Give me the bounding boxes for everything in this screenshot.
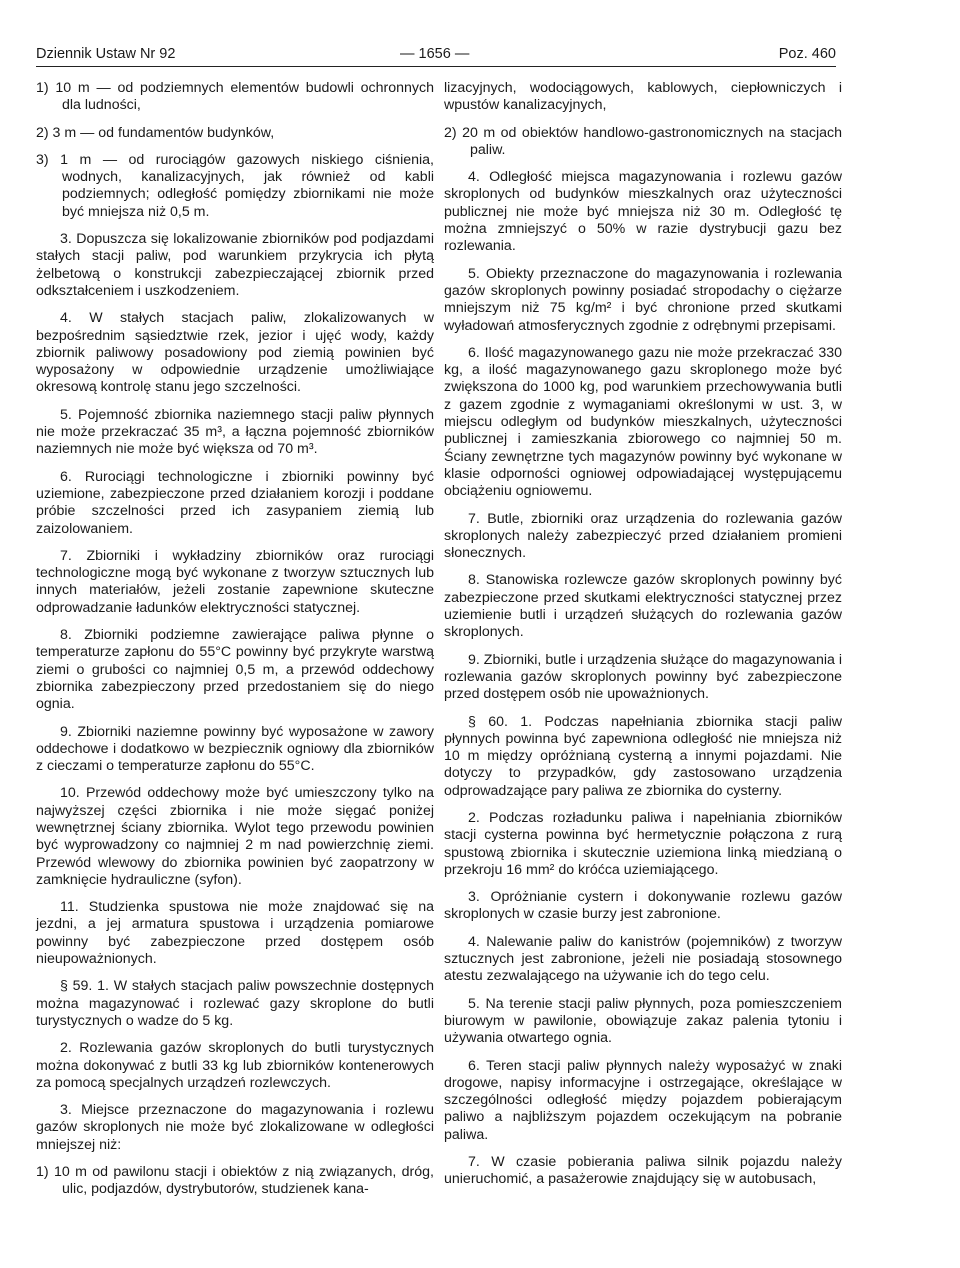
list-item: 1) 10 m od pawilonu stacji i obiektów z nią związanych, dróg, ulic, podjazdów, dystrybutorów, studzienek kana- bbox=[36, 1164, 434, 1198]
paragraph: 10. Przewód oddechowy może być umieszczony tylko na najwyższej części zbiornika i nie może sięgać poniżej wewnętrznej ściany zbiornika. Wylot tego przewodu powinien być wyprowadzony co najmniej 2 m nad powierzchnię ziemi. Przewód wlewowy do zbiornika powinien być zaopatrzony w zamknięcie hydrauliczne (syfon). bbox=[36, 785, 434, 888]
position-number: Poz. 460 bbox=[778, 46, 836, 62]
paragraph: 8. Stanowiska rozlewcze gazów skroplonych powinny być zabezpieczone przed skutkami elektryczności statycznej przez uziemienie butli i urządzeń służących do rozlewania gazów skroplonych. bbox=[444, 572, 842, 641]
paragraph: 4. Nalewanie paliw do kanistrów (pojemników) z tworzyw sztucznych jest zabronione, jeżeli nie posiadają stosownego atestu zezwalającego na używanie ich do tego celu. bbox=[444, 933, 842, 985]
paragraph: 4. Odległość miejsca magazynowania i rozlewu gazów skroplonych od budynków mieszkalnych oraz użyteczności publicznej nie może być mniejsza niż 30 m. Odległość tę można zmniejszyć o 50% w razie dystrybucji gazu bez rozlewania. bbox=[444, 169, 842, 255]
left-column bbox=[36, 80, 434, 1209]
page-header bbox=[36, 44, 836, 67]
list-item: 2) 3 m — od fundamentów budynków, bbox=[36, 124, 275, 141]
list-item: 1) 10 m — od podziemnych elementów budowli ochronnych dla ludności, bbox=[36, 80, 434, 114]
paragraph: 5. Na terenie stacji paliw płynnych, poza pomieszczeniem biurowym w pawilonie, obowiązuje zakaz palenia tytoniu i używania otwartego ognia. bbox=[444, 995, 842, 1047]
paragraph: 6. Teren stacji paliw płynnych należy wyposażyć w znaki drogowe, napisy informacyjne i ostrzegające, określające w szczególności odległość między pojazdem pobierającym paliwo a najbliższym pojazdem oczekującym na pobranie paliwa. bbox=[444, 1057, 842, 1143]
paragraph: 9. Zbiorniki, butle i urządzenia służące do magazynowania i rozlewania gazów skroplonych powinny być zabezpieczone przed dostępem osób nie upoważnionych. bbox=[444, 651, 842, 703]
paragraph: 3. Dopuszcza się lokalizowanie zbiorników pod podjazdami stałych stacji paliw, pod warunkiem przykrycia ich płytą żelbetową o konstrukcji zabezpieczającej zbiornik przed odkształceniem i uszkodzeniem. bbox=[36, 231, 434, 299]
paragraph: 7. Zbiorniki i wykładziny zbiorników oraz rurociągi technologiczne mogą być wykonane z tworzyw sztucznych lub innych materiałów, jeżeli zostanie zapewnione skuteczne odprowadzanie ładunków elektryczności statycznej. bbox=[36, 547, 434, 616]
paragraph: 7. Butle, zbiorniki oraz urządzenia do rozlewania gazów skroplonych należy zabezpieczyć przed działaniem promieni słonecznych. bbox=[444, 510, 842, 562]
list-item: 2) 20 m od obiektów handlowo-gastronomicznych na stacjach paliw. bbox=[444, 124, 842, 158]
list-item: 3) 1 m — od rurociągów gazowych niskiego ciśnienia, wodnych, kanalizacyjnych, jak również od kabli podziemnych; odległość pomiędzy zbiornikami nie może być mniejsza niż 0,5 m. bbox=[36, 151, 434, 220]
paragraph: 3. Opróżnianie cystern i dokonywanie rozlewu gazów skroplonych w czasie burzy jest zabronione. bbox=[444, 889, 842, 923]
paragraph: 2. Podczas rozładunku paliwa i napełniania zbiorników stacji cysterna powinna być hermetycznie połączona z rurą spustową zbiornika i skutecznie uziemiona linką miedzianą o przekroju 16 mm² do króćca uziemiającego. bbox=[444, 809, 842, 878]
paragraph: 3. Miejsce przeznaczone do magazynowania i rozlewu gazów skroplonych nie może być zlokalizowane w odległości mniejszej niż: bbox=[36, 1102, 434, 1153]
paragraph: 2. Rozlewania gazów skroplonych do butli turystycznych można dokonywać z butli 33 kg lub zbiorników kontenerowych za pomocą specjalnych urządzeń rozlewczych. bbox=[36, 1040, 434, 1091]
paragraph: 5. Obiekty przeznaczone do magazynowania i rozlewania gazów skroplonych powinny posiadać stropodachy o ciężarze mniejszym niż 75 kg/m² i być chronione przed skutkami wyładowań atmosferycznych zgodnie z odrębnymi przepisami. bbox=[444, 265, 842, 334]
paragraph: § 59. 1. W stałych stacjach paliw powszechnie dostępnych można magazynować i rozlewać gazy skroplone do butli turystycznych o wadze do 5 kg. bbox=[36, 978, 434, 1029]
paragraph: 6. Ilość magazynowanego gazu nie może przekraczać 330 kg, a ilość magazynowanego gazu skroplonego może być zwiększona do 1000 kg, pod warunkiem przechowywania butli z gazem zgodnie z wymaganiami określonymi w ust. 3, w miejscu odległym od budynków mieszkalnych, użyteczności publicznej i zamieszkania zbiorowego co najmniej 50 m. Ściany zewnętrzne tych magazynów powinny być wykonane w klasie odporności ogniowej odpowiadającej występującemu obciążeniu ogniowemu. bbox=[444, 344, 842, 500]
paragraph: lizacyjnych, wodociągowych, kablowych, ciepłowniczych i wpustów kanalizacyjnych, bbox=[444, 80, 842, 114]
paragraph: 7. W czasie pobierania paliwa silnik pojazdu należy unieruchomić, a pasażerowie znajdujący się w autobusach, bbox=[444, 1154, 842, 1188]
page-number: — 1656 — bbox=[400, 46, 470, 62]
paragraph: 5. Pojemność zbiornika naziemnego stacji paliw płynnych nie może przekraczać 35 m³, a łączna pojemność zbiorników naziemnych nie może być większa od 70 m³. bbox=[36, 406, 434, 458]
paragraph: 6. Rurociągi technologiczne i zbiorniki powinny być uziemione, zabezpieczone przed działaniem korozji i poddane próbie szczelności przed ich zasypaniem ziemią lub zaizolowaniem. bbox=[36, 468, 434, 537]
paragraph: 9. Zbiorniki naziemne powinny być wyposażone w zawory oddechowe i dodatkowo w bezpiecznik ogniowy dla zbiorników z cieczami o temperaturze zapłonu do 55°C. bbox=[36, 723, 434, 775]
paragraph: 11. Studzienka spustowa nie może znajdować się na jezdni, a jej armatura spustowa i urządzenia pomiarowe powinny być zabezpieczone przed dostępem osób nieupoważnionych. bbox=[36, 899, 434, 968]
paragraph: 8. Zbiorniki podziemne zawierające paliwa płynne o temperaturze zapłonu do 55°C powinny być przykryte warstwą ziemi o grubości co najmniej 0,5 m, a przewód oddechowy zbiornika zabezpieczony przed przedostaniem się do niego ognia. bbox=[36, 627, 434, 713]
right-column bbox=[444, 80, 842, 1199]
paragraph: 4. W stałych stacjach paliw, zlokalizowanych w bezpośrednim sąsiedztwie rzek, jezior i ujęć wody, każdy zbiornik paliwowy posadowiony pod ziemią powinien być wyposażony w odpowiednie urządzenie umożliwiające okresową kontrolę stanu jego szczelności. bbox=[36, 310, 434, 396]
journal-title: Dziennik Ustaw Nr 92 bbox=[36, 46, 176, 62]
paragraph: § 60. 1. Podczas napełniania zbiornika stacji paliw płynnych powinna być zapewniona odległość nie mniejsza niż 10 m między opróżnianą cysterną a innymi pojazdami. Nie dotyczy to przypadków, gdy zastosowano urządzenia odprowadzające pary paliwa ze zbiornika do cysterny. bbox=[444, 713, 842, 799]
